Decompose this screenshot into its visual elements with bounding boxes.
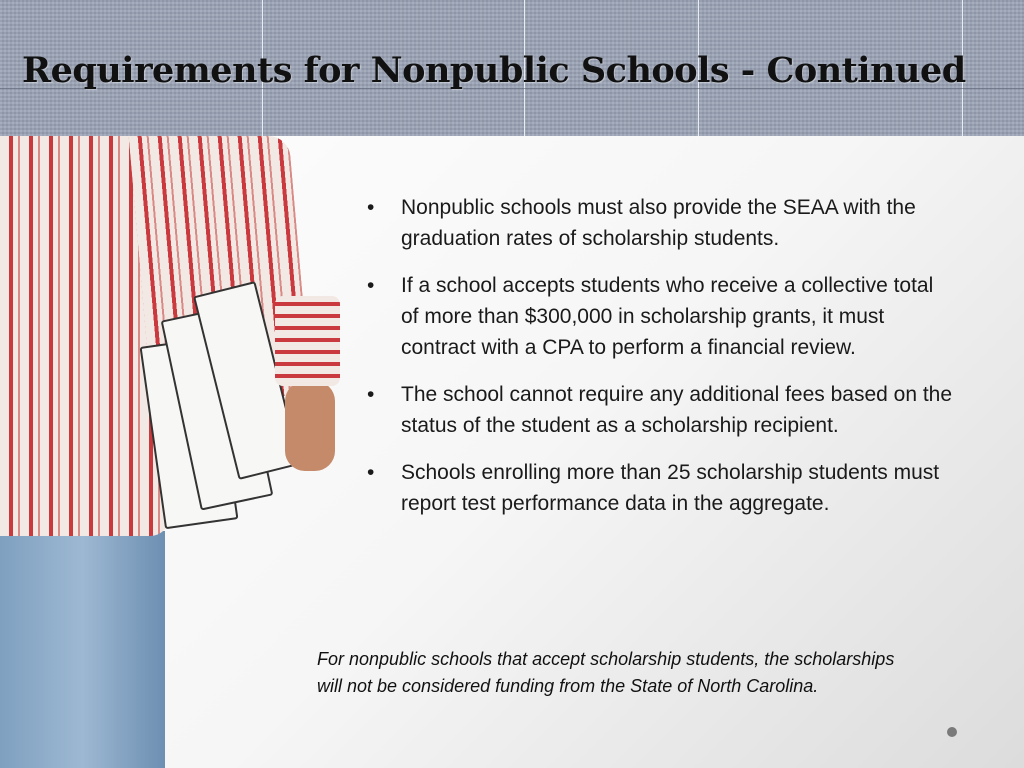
bullet-icon: • — [367, 383, 375, 406]
bullet-text: If a school accepts students who receive a collective total of more than $300,000 in scholarship grants, it must contract with a CPA to perform a financial review. — [401, 274, 934, 359]
student-holding-books-photo — [0, 136, 345, 768]
bullet-item — [365, 379, 955, 441]
bullet-list-container — [365, 192, 955, 535]
bullet-item — [365, 192, 955, 254]
bullet-icon: • — [367, 461, 375, 484]
bullet-text: Nonpublic schools must also provide the SEAA with the graduation rates of scholarship students. — [401, 196, 916, 250]
jeans — [0, 531, 165, 768]
title-banner — [0, 0, 1024, 136]
hand — [285, 381, 335, 471]
decorative-dot-icon — [947, 727, 957, 737]
bullet-icon: • — [367, 196, 375, 219]
bullet-item — [365, 270, 955, 363]
shirt-cuff — [275, 296, 340, 386]
footnote: For nonpublic schools that accept scholarship students, the scholarships will not be considered funding from the State of North Carolina. — [317, 649, 895, 696]
bullet-text: Schools enrolling more than 25 scholarship students must report test performance data in the aggregate. — [401, 461, 940, 515]
bullet-item — [365, 457, 955, 519]
slide-title: Requirements for Nonpublic Schools - Continued — [22, 50, 966, 91]
bullet-icon: • — [367, 274, 375, 297]
bullet-text: The school cannot require any additional fees based on the status of the student as a scholarship recipient. — [401, 383, 953, 437]
bullet-list — [365, 192, 955, 519]
